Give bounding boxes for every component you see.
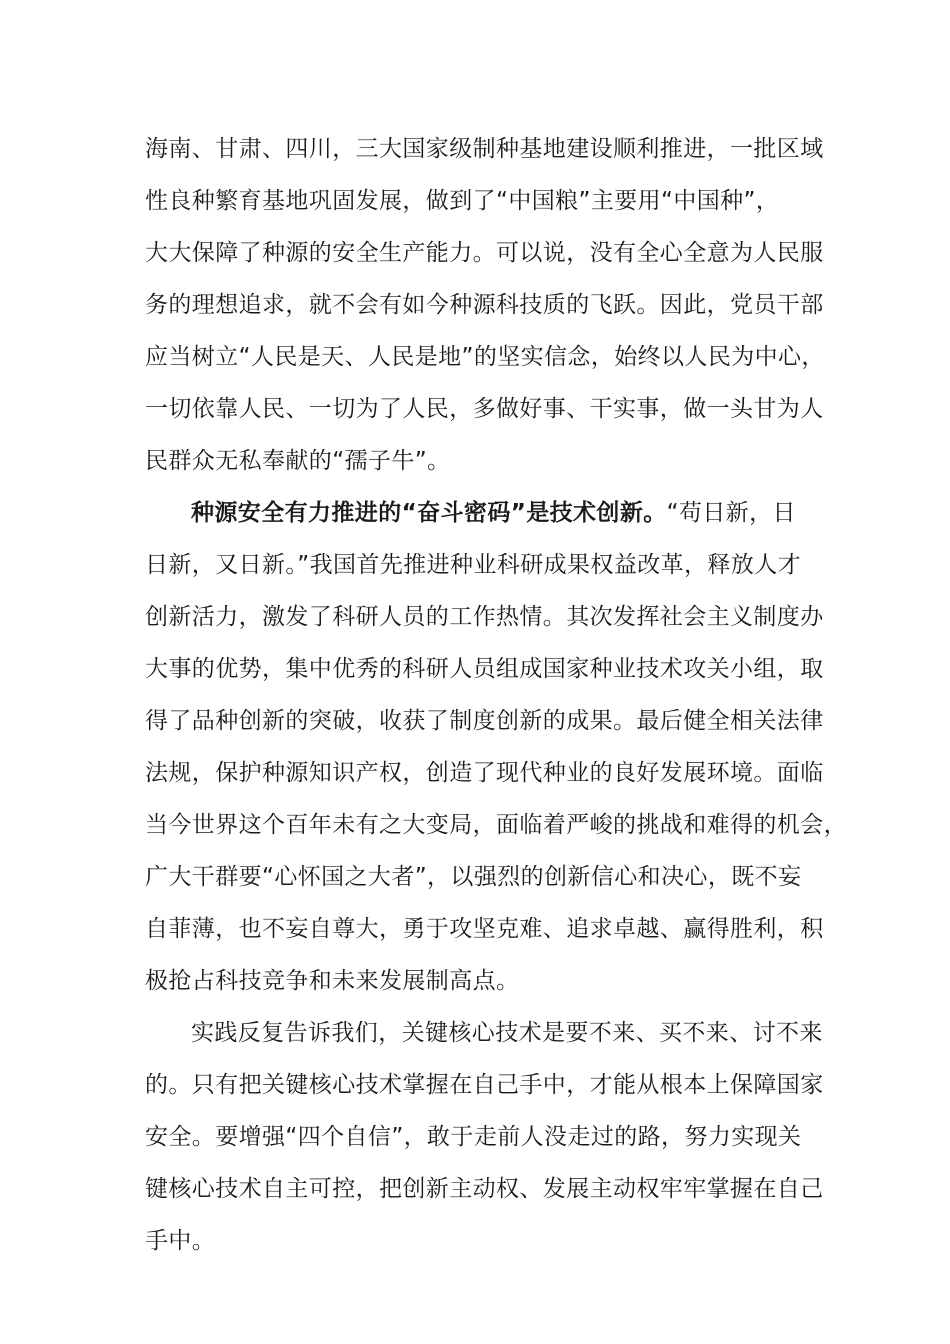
paragraph-2-line-9: 自菲薄，也不妄自尊大，勇于攻坚克难、追求卓越、赢得胜利，积 xyxy=(145,916,824,942)
paragraph-3-line-4: 键核心技术自主可控，把创新主动权、发展主动权牢牢掌握在自己 xyxy=(145,1176,824,1202)
paragraph-2-line-8: 广大干群要“心怀国之大者”，以强烈的创新信心和决心，既不妄 xyxy=(145,864,802,890)
paragraph-3-line-5: 手中。 xyxy=(145,1228,216,1254)
paragraph-2-line-2: 日新，又日新。”我国首先推进种业科研成果权益改革，释放人才 xyxy=(145,552,802,578)
paragraph-2-line-3: 创新活力，激发了科研人员的工作热情。其次发挥社会主义制度办 xyxy=(145,604,824,630)
paragraph-3-line-3: 安全。要增强“四个自信”，敢于走前人没走过的路，努力实现关 xyxy=(145,1124,802,1150)
paragraph-2-line-1 xyxy=(191,495,805,531)
paragraph-2-line-6: 法规，保护种源知识产权，创造了现代种业的良好发展环境。面临 xyxy=(145,760,824,786)
paragraph-1-line-6: 一切依靠人民、一切为了人民，多做好事、干实事，做一头甘为人 xyxy=(145,396,824,422)
paragraph-3-line-1: 实践反复告诉我们，关键核心技术是要不来、买不来、讨不来 xyxy=(191,1020,823,1046)
paragraph-1-line-5: 应当树立“人民是天、人民是地”的坚实信念，始终以人民为中心， xyxy=(145,344,825,370)
paragraph-1-line-7: 民群众无私奉献的“孺子牛”。 xyxy=(145,448,451,474)
paragraph-1-line-3: 大大保障了种源的安全生产能力。可以说，没有全心全意为人民服 xyxy=(145,240,824,266)
paragraph-2-heading: 种源安全有力推进的“奋斗密码”是技术创新。 xyxy=(191,500,667,526)
paragraph-2-first-line-rest: “苟日新，日 xyxy=(666,500,796,526)
paragraph-1-line-2: 性良种繁育基地巩固发展，做到了“中国粮”主要用“中国种”， xyxy=(145,188,780,214)
paragraph-1-line-4: 务的理想追求，就不会有如今种源科技质的飞跃。因此，党员干部 xyxy=(145,292,824,318)
paragraph-3-line-2: 的。只有把关键核心技术掌握在自己手中，才能从根本上保障国家 xyxy=(145,1072,824,1098)
paragraph-1-line-1: 海南、甘肃、四川，三大国家级制种基地建设顺利推进，一批区域 xyxy=(145,136,824,162)
paragraph-2-line-10: 极抢占科技竞争和未来发展制高点。 xyxy=(145,968,520,994)
paragraph-2-line-5: 得了品种创新的突破，收获了制度创新的成果。最后健全相关法律 xyxy=(145,708,824,734)
paragraph-2-line-4: 大事的优势，集中优秀的科研人员组成国家种业技术攻关小组，取 xyxy=(145,656,824,682)
paragraph-2-line-7: 当今世界这个百年未有之大变局，面临着严峻的挑战和难得的机会， xyxy=(145,812,847,838)
